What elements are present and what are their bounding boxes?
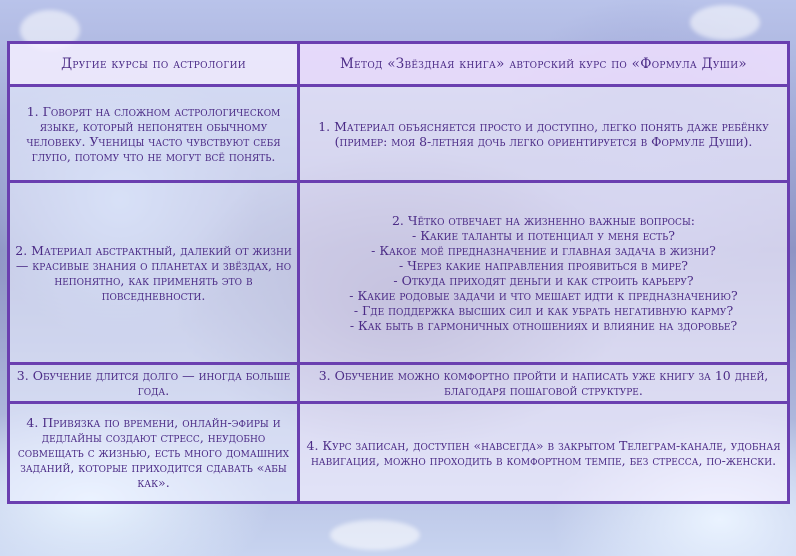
row-2-left-cell: 2. Материал абстрактный, далекий от жизни — красивые знания о планетах и звёздах, но непонятно, как применять это в повседневности. (9, 182, 299, 364)
table-row (9, 364, 789, 403)
table-row (9, 182, 789, 364)
table-row (9, 86, 789, 182)
row-2-question-item: - Какое моё предназначение и главная задача в жизни? (371, 242, 716, 258)
background-bokeh (690, 5, 760, 40)
row-1-right-cell (299, 86, 789, 182)
header-other-courses: Другие курсы по астрологии (9, 43, 299, 86)
row-2-question-item: - Через какие направления проявиться в мире? (399, 257, 688, 273)
row-4-right-text: 4. Курс записан, доступен «навсегда» в закрытом Телеграм-канале, удобная навигация, можно проходить в комфортном темпе, без стресса, по-женски. (306, 437, 781, 468)
row-2-question-item: - Где поддержка высших сил и как убрать негативную карму? (353, 302, 734, 318)
row-1-right-text: 1. Материал объясняется просто и доступно, легко понять даже ребёнку (пример: моя 8-летняя дочь легко ориентируется в Формуле Души). (318, 118, 769, 149)
row-3-right-cell (299, 364, 789, 403)
row-2-question-item: - Как быть в гармоничных отношениях и влияние на здоровье? (349, 317, 738, 333)
row-2-question-item: - Какие таланты и потенциал у меня есть? (412, 227, 675, 243)
row-1-left-cell: 1. Говорят на сложном астрологическом языке, который непонятен обычному человеку. Ученицы часто чувствуют себя глупо, потому что не могут всё понять. (9, 86, 299, 182)
header-star-book-method: Метод «Звёздная книга» авторский курс по «Формула Души» (299, 43, 789, 86)
row-3-left-cell: 3. Обучение длится долго — иногда больше года. (9, 364, 299, 403)
table-row (9, 403, 789, 503)
row-2-question-item: - Откуда приходят деньги и как строить карьеру? (393, 272, 694, 288)
row-2-question-item: - Какие родовые задачи и что мешает идти к предназначению? (349, 287, 738, 303)
row-2-question-intro: 2. Чётко отвечает на жизненно важные вопросы: (391, 212, 696, 228)
table-header-row (9, 43, 789, 86)
comparison-table-wrapper (7, 41, 787, 504)
row-3-right-text: 3. Обучение можно комфортно пройти и написать уже книгу за 10 дней, благодаря пошаговой структуре. (318, 368, 769, 398)
row-4-right-cell (299, 403, 789, 503)
comparison-table (7, 41, 790, 504)
background-bokeh (330, 520, 420, 550)
row-4-left-cell: 4. Привязка по времени, онлайн-эфиры и дедлайны создают стресс, неудобно совмещать с жизнью, есть много домашних заданий, которые приходится сдавать «абы как». (9, 403, 299, 503)
row-2-right-cell (299, 182, 789, 364)
